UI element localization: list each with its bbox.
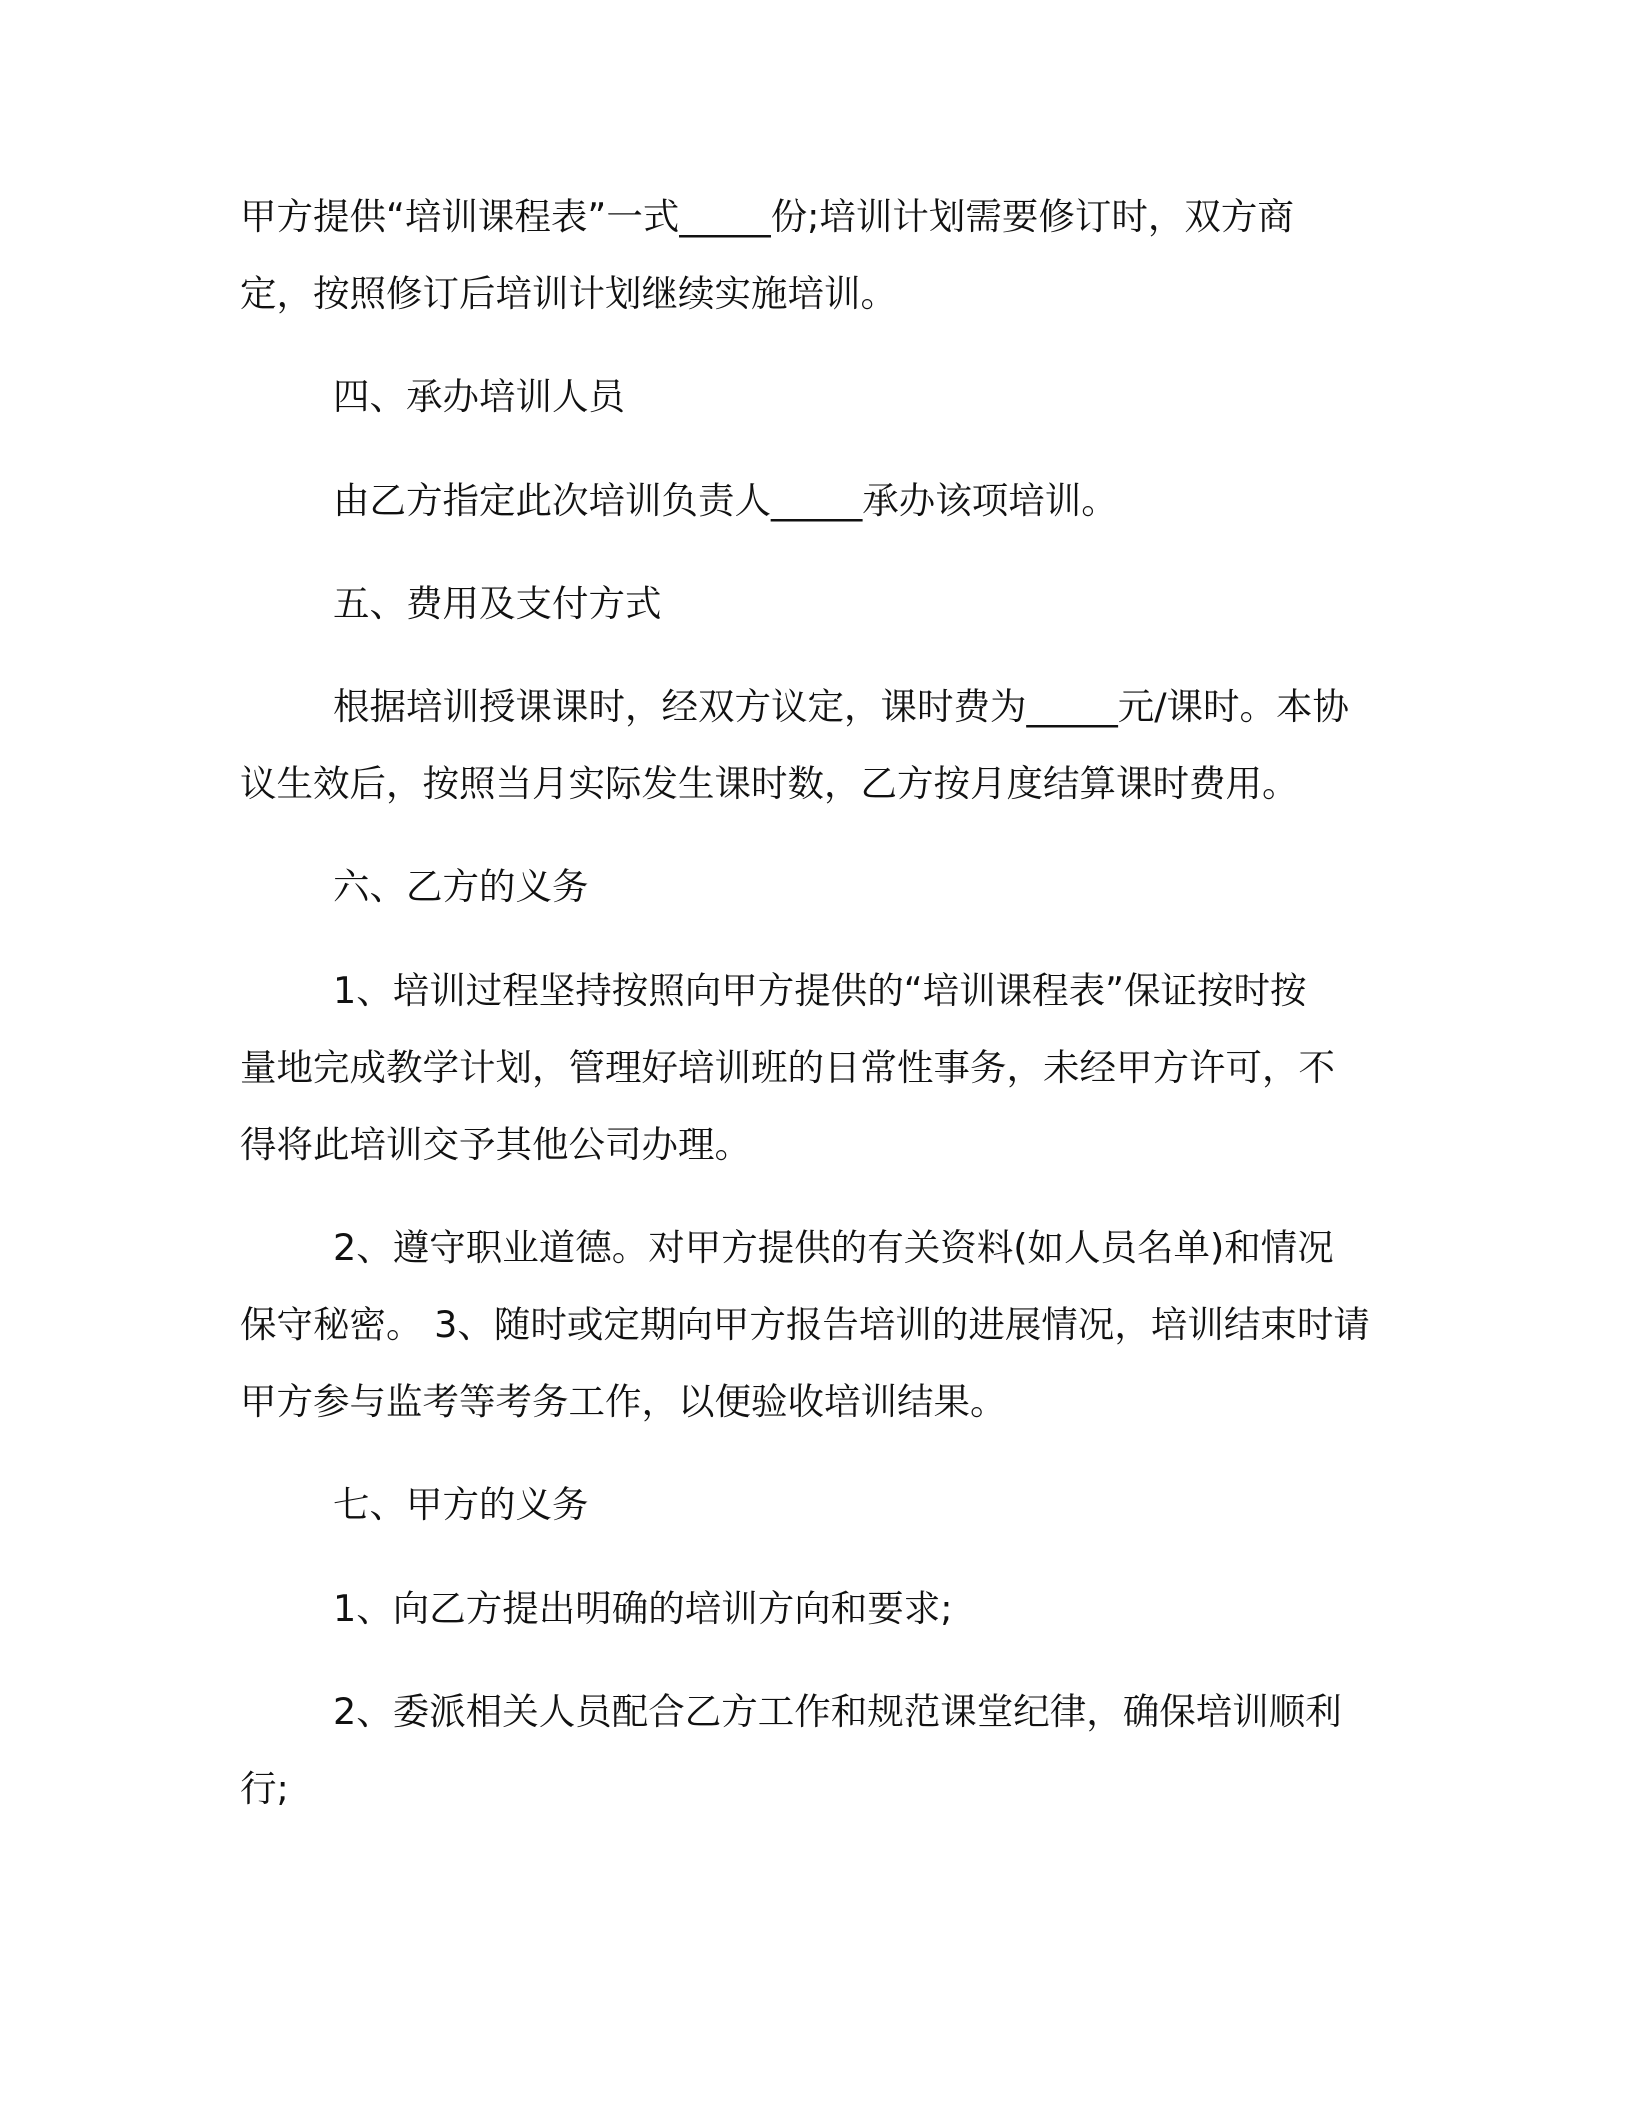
list-item-line: 甲方参与监考等考务工作，以便验收培训结果。 xyxy=(240,1380,1007,1423)
paragraph-line: 甲方提供“培训课程表”一式_____份;培训计划需要修订时，双方商 xyxy=(240,195,1294,238)
list-item-line: 2、遵守职业道德。对甲方提供的有关资料(如人员名单)和情况 xyxy=(333,1226,1334,1269)
list-item-line: 得将此培训交予其他公司办理。 xyxy=(240,1123,751,1166)
section-heading: 五、费用及支付方式 xyxy=(333,582,662,625)
list-item-line: 1、向乙方提出明确的培训方向和要求; xyxy=(333,1587,953,1630)
paragraph-line: 定，按照修订后培训计划继续实施培训。 xyxy=(240,272,897,315)
list-item-line: 保守秘密。 3、随时或定期向甲方报告培训的进展情况，培训结束时请 xyxy=(240,1303,1370,1346)
section-heading: 七、甲方的义务 xyxy=(333,1483,589,1526)
list-item-line: 行; xyxy=(240,1767,289,1810)
list-item-line: 量地完成教学计划，管理好培训班的日常性事务，未经甲方许可，不 xyxy=(240,1046,1335,1089)
list-item-line: 1、培训过程坚持按照向甲方提供的“培训课程表”保证按时按 xyxy=(333,969,1307,1012)
paragraph-line: 议生效后，按照当月实际发生课时数，乙方按月度结算课时费用。 xyxy=(240,762,1299,805)
section-heading: 六、乙方的义务 xyxy=(333,865,589,908)
section-heading: 四、承办培训人员 xyxy=(333,375,625,418)
paragraph-line: 由乙方指定此次培训负责人_____承办该项培训。 xyxy=(333,479,1118,522)
paragraph-line: 根据培训授课课时，经双方议定，课时费为_____元/课时。本协 xyxy=(333,685,1350,728)
list-item-line: 2、委派相关人员配合乙方工作和规范课堂纪律，确保培训顺利 xyxy=(333,1690,1342,1733)
